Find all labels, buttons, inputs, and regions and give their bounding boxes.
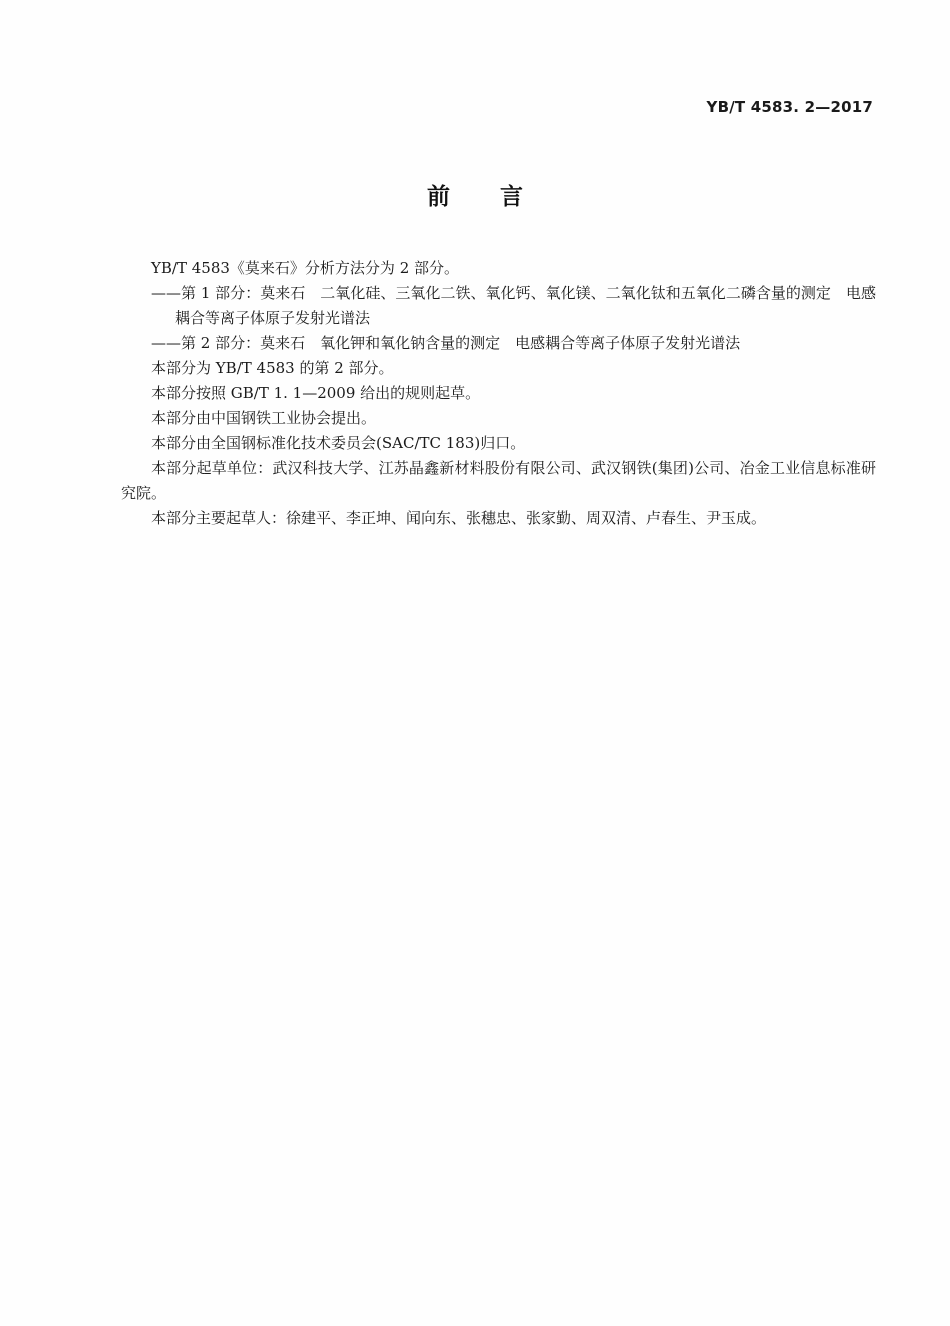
paragraph-parts-overview: YB/T 4583《莫来石》分析方法分为 2 部分。 bbox=[151, 259, 460, 277]
foreword-body bbox=[121, 256, 876, 531]
paragraph-proposer: 本部分由中国钢铁工业协会提出。 bbox=[151, 409, 377, 427]
paragraph-drafting-rules: 本部分按照 GB/T 1. 1—2009 给出的规则起草。 bbox=[151, 384, 481, 402]
paragraph-drafting-units: 本部分起草单位：武汉科技大学、江苏晶鑫新材料股份有限公司、武汉钢铁(集团)公司、冶金工业信息标准研究院。 bbox=[121, 459, 876, 502]
list-item-part-2: ——第 2 部分：莫来石 氧化钾和氧化钠含量的测定 电感耦合等离子体原子发射光谱法 bbox=[151, 334, 741, 352]
paragraph-committee: 本部分由全国钢标准化技术委员会(SAC/TC 183)归口。 bbox=[151, 434, 526, 452]
section-title: 前言 bbox=[427, 184, 573, 210]
list-item-part-1: ——第 1 部分：莫来石 二氧化硅、三氧化二铁、氧化钙、氧化镁、二氧化钛和五氧化二磷含量的测定 电感耦合等离子体原子发射光谱法 bbox=[151, 284, 876, 327]
paragraph-part-statement: 本部分为 YB/T 4583 的第 2 部分。 bbox=[151, 359, 394, 377]
standard-number: YB/T 4583. 2—2017 bbox=[706, 98, 873, 116]
paragraph-drafters: 本部分主要起草人：徐建平、李正坤、闻向东、张穗忠、张家勤、周双清、卢春生、尹玉成。 bbox=[151, 509, 767, 527]
